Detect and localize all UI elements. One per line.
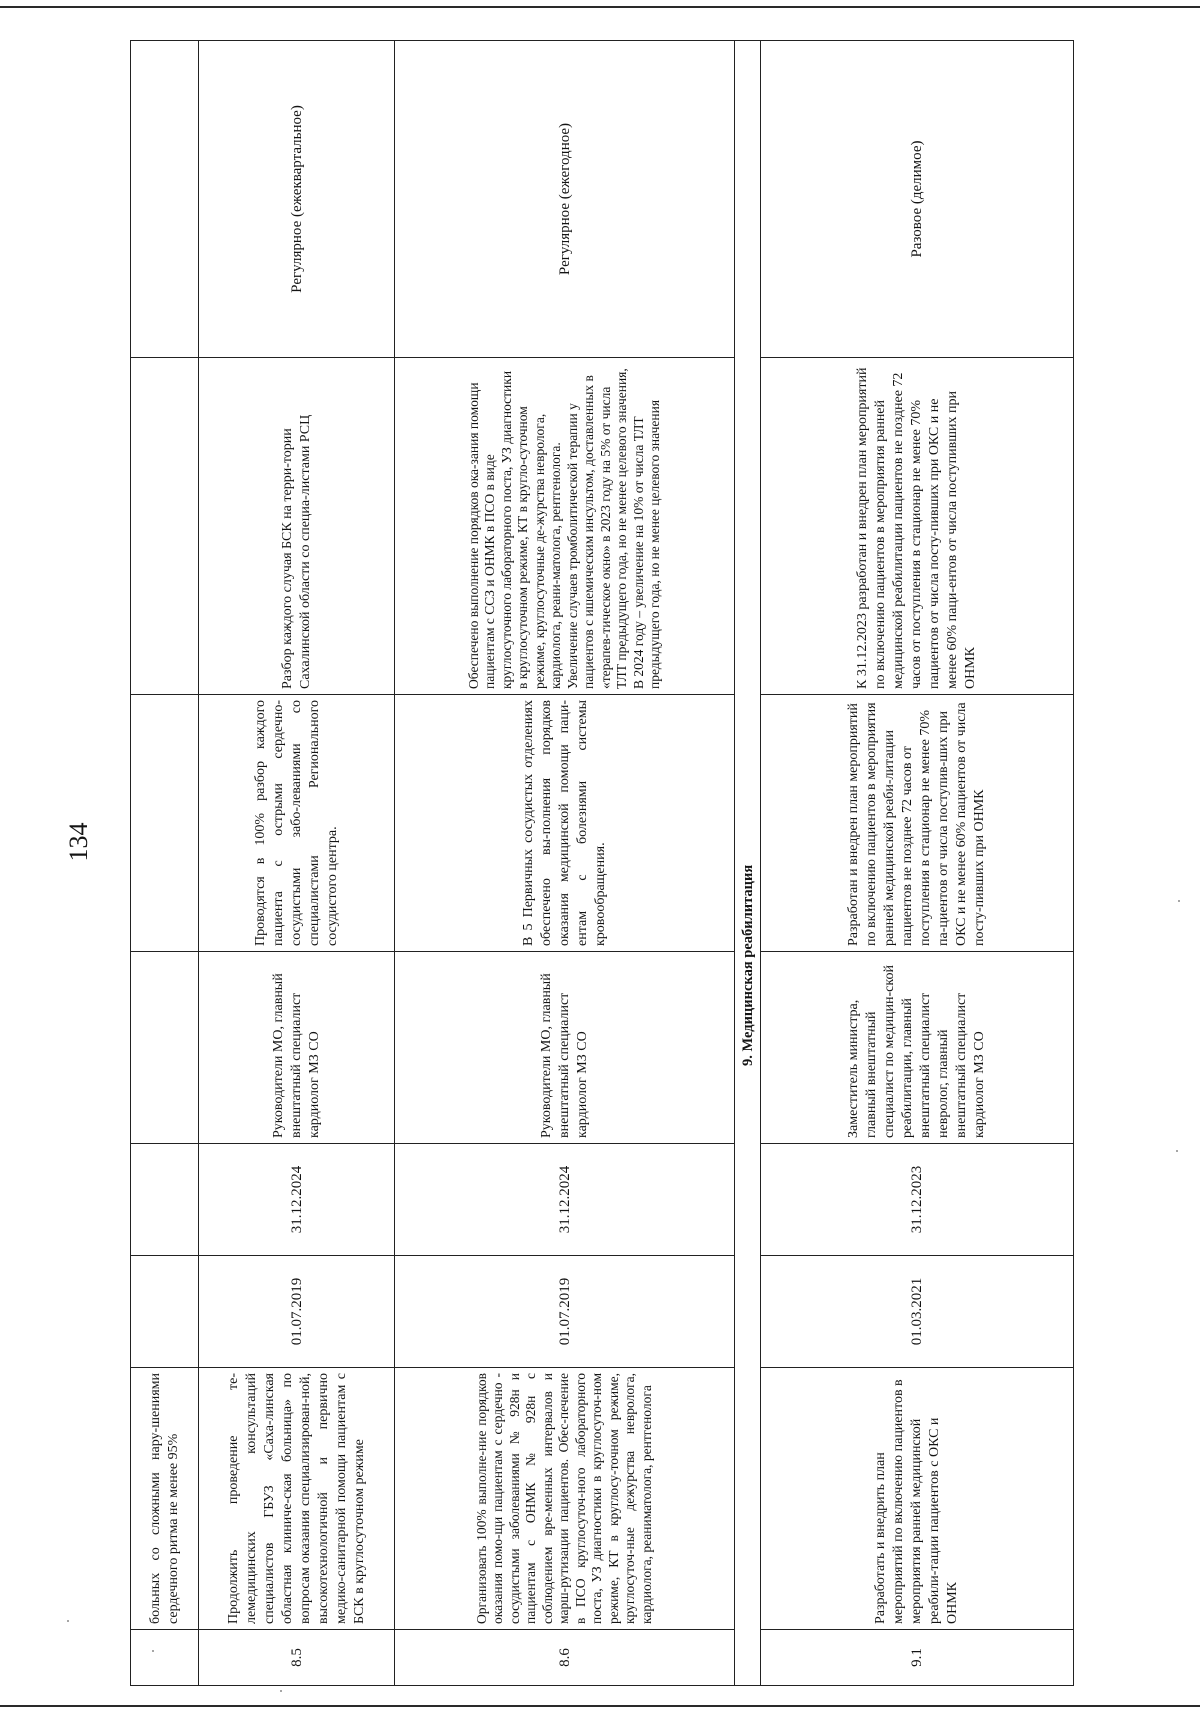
task-cell: больных со сложными нару-шениями сердечного ритма не менее 95% [131, 1368, 199, 1630]
type-cell: Регулярное (ежеквартальное) [199, 41, 395, 358]
scan-speck [67, 1620, 69, 1622]
type-cell: Разовое (делимое) [761, 41, 1074, 358]
result-cell: Разбор каждого случая БСК на терри-тории Сахалинской области со специа-листами РСЦ [199, 358, 395, 695]
section-row [735, 41, 761, 1686]
start-date-cell: 01.07.2019 [199, 1256, 395, 1368]
scan-speck [1178, 900, 1180, 902]
bottom-edge-line [0, 1705, 1200, 1707]
result-paragraph: Обеспечено выполнение порядков ока-зания помощи пациентам с ССЗ и ОНМК в ПСО в виде круглосуточного лабораторного поста, УЗ диагностики в круглосуточном режиме, КТ в кругло-суточном режиме, круглосуточные де-журства невролога, кардиолога, реани-матолога, рентгенолога. [465, 370, 563, 689]
result-paragraph: В 2024 году – увеличение на 10% от числа ТЛТ предыдущего года, но не менее целевого значения [630, 399, 662, 689]
page-number: 134 [64, 822, 93, 862]
responsible-cell [131, 952, 199, 1144]
type-cell [131, 41, 199, 358]
end-date-cell: 31.12.2024 [199, 1144, 395, 1256]
result-cell [131, 358, 199, 695]
row-number-cell: 8.5 [199, 1630, 395, 1686]
result-cell [395, 358, 735, 695]
section-title: 9. Медицинская реабилитация [735, 41, 761, 1686]
end-date-cell: 31.12.2024 [395, 1144, 735, 1256]
table-row [761, 41, 1074, 1686]
responsible-cell: Заместитель министра, главный внештатный специалист по медицин-ской реабилитации, главный внештатный специалист невролог, главный внештатный специалист кардиолог МЗ СО [761, 952, 1074, 1144]
scan-speck [280, 1690, 282, 1692]
start-date-cell [131, 1256, 199, 1368]
result-paragraph: Увеличение случаев тромболитической терапии у пациентов с ишемическим инсультом, доставленных в «терапев-тическое окно» в 2023 году на 5% от числа ТЛТ предыдущего года, но не менее целевого значения, [564, 368, 629, 689]
top-edge-line [0, 6, 1200, 8]
task-cell: Продолжить проведение те-лемедицинских консультаций специалистов ГБУЗ «Саха-линская областная клиниче-ская больница» по вопросам оказания специализирован-ной, высокотехнологичной и первично медико-санитарной помощи пациентам с БСК в круглосуточном режиме [199, 1368, 395, 1630]
scan-speck [1176, 1150, 1178, 1152]
table-row [131, 41, 199, 1686]
table-row [199, 41, 395, 1686]
end-date-cell [131, 1144, 199, 1256]
characteristic-cell [131, 695, 199, 952]
characteristic-cell: Разработан и внедрен план мероприятий по включению пациентов в мероприятия ранней медицинской реаби-литации пациентов не позднее 72 часов от поступления в стационар не менее 70% па-циентов от числа поступив-ших при ОКС и не менее 60% пациентов от числа посту-пивших при ОНМК [761, 695, 1074, 952]
type-cell: Регулярное (ежегодное) [395, 41, 735, 358]
rotated-plan-table-wrapper [130, 41, 1073, 1686]
row-number-cell [131, 1630, 199, 1686]
responsible-cell: Руководители МО, главный внештатный специалист кардиолог МЗ СО [199, 952, 395, 1144]
task-cell: Организовать 100% выполне-ние порядков оказания помо-щи пациентам с сердечно - сосудистыми заболеваниями № 928н и пациентам с ОНМК № 928н с соблюдением вре-менных интервалов и марш-рутизации пациентов. Обес-печение в ПСО круглосуточ-ного лабораторного поста, УЗ диагностики в круглосуточ-ном режиме, КТ в круглосу-точном режиме, круглосуточ-ные дежурства невролога, кардиолога, реаниматолога, рентгенолога [395, 1368, 735, 1630]
result-cell: К 31.12.2023 разработан и внедрен план мероприятий по включению пациентов в мероприятия ранней медицинской реабилитации пациентов не позднее 72 часов от поступления в стационар не менее 70% пациентов от числа посту-пивших при ОКС и не менее 60% паци-ентов от числа поступивших при ОНМК [761, 358, 1074, 695]
task-cell: Разработать и внедрить план мероприятий по включению пациентов в мероприятия ранней медицинской реабили-тации пациентов с ОКС и ОНМК [761, 1368, 1074, 1630]
characteristic-cell: В 5 Первичных сосудистых отделениях обеспечено вы-полнения порядков оказания медицинской помощи паци-ентам с болезнями системы кровообращения. [395, 695, 735, 952]
table-row [395, 41, 735, 1686]
row-number-cell: 9.1 [761, 1630, 1074, 1686]
row-number-cell: 8.6 [395, 1630, 735, 1686]
start-date-cell: 01.03.2021 [761, 1256, 1074, 1368]
start-date-cell: 01.07.2019 [395, 1256, 735, 1368]
characteristic-cell: Проводятся в 100% разбор каждого пациента с острыми сердечно-сосудистыми забо-леваниями со специалистами Регионального сосудистого центра. [199, 695, 395, 952]
plan-table [130, 40, 1074, 1686]
end-date-cell: 31.12.2023 [761, 1144, 1074, 1256]
responsible-cell: Руководители МО, главный внештатный специалист кардиолог МЗ СО [395, 952, 735, 1144]
